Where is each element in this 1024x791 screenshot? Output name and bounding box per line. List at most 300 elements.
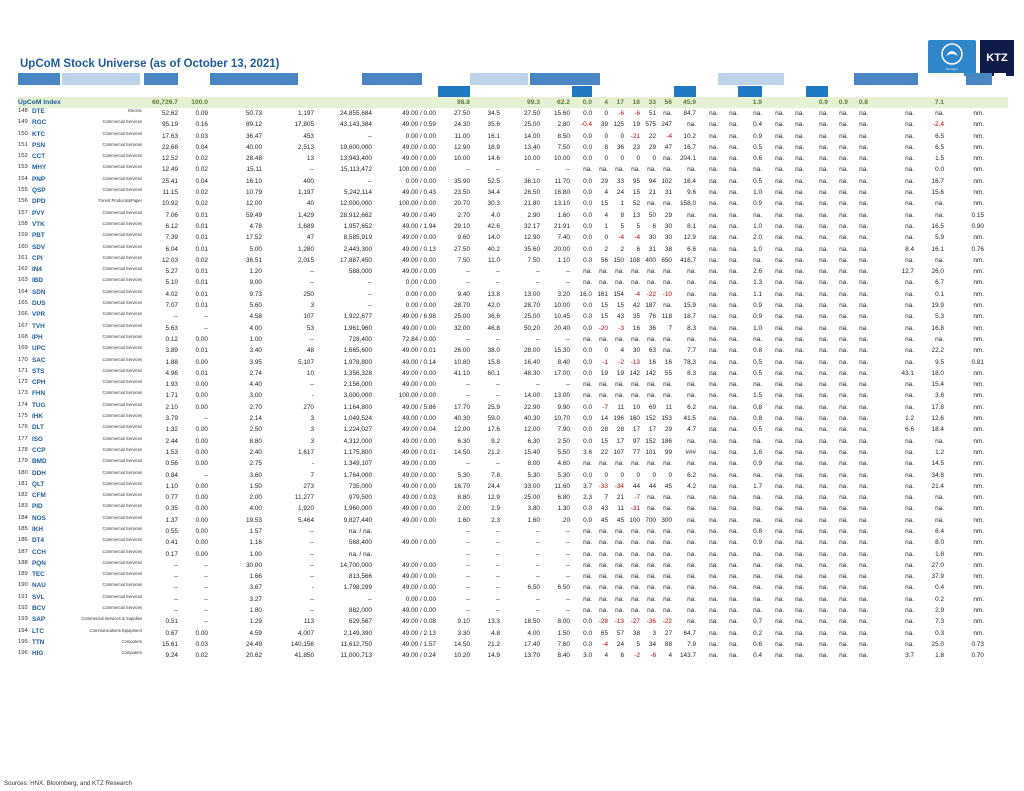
per-ttm: na. [687,392,696,400]
pbv-21e: na. [775,155,784,163]
index-perf: 17 [616,99,624,106]
roe: 6.5 [935,143,944,151]
per-ttm: na. [687,505,696,513]
perf-ytd: na. [647,200,656,208]
shares: 9.73 [249,290,262,298]
pbv-ttm: 0.8 [753,527,762,535]
eps-cagr: na. [905,234,914,242]
pbv-21e: na. [775,369,784,377]
perf-ytd: 0 [652,155,656,163]
per-21e: na. [709,652,718,660]
perf-6m: 5 [636,222,640,230]
close-vnd: 10.80 [454,358,470,366]
perf-6m: 160 [629,415,640,423]
weight: 0.00 [195,381,208,389]
foreign-limit-holding: 0.00 / 0.00 [405,177,436,185]
div-yield-20e: na. [839,189,848,197]
perf-ytd: 63 [648,347,656,355]
perf-1m: 4 [604,652,608,660]
pbv-21e: na. [775,573,784,581]
perf-6m: na. [631,460,640,468]
div-yield-21e: na. [859,460,868,468]
table-row [18,164,1008,175]
row-number: 158 [18,220,28,227]
beta: 0.81 [971,358,984,366]
market-cap: -- [173,561,178,569]
column-subheader [502,86,540,97]
pbv-ttm: 0.9 [753,132,762,140]
index-high: 99.3 [526,99,540,106]
perf-1d: 0.0 [583,618,592,626]
eps-cagr: na. [905,256,914,264]
per-21e: na. [709,110,718,117]
close-vnd: -- [465,573,470,581]
table-row [18,481,1008,492]
pbv-ttm: na. [753,335,762,343]
avg-volume: -- [309,166,314,174]
div-yield-21e: na. [859,155,868,163]
perf-6m: 6 [636,245,640,253]
pbv-21e: na. [775,245,784,253]
perf-3m: 17 [616,437,624,445]
perf-3m: 1 [620,200,624,208]
close-thb: 15.8 [487,358,500,366]
perf-6m: 0 [636,471,640,479]
stock-symbol: DDH [32,469,46,477]
roe: 6.7 [935,279,944,287]
column-subheader [828,86,848,97]
business-sector: Commercial Services [102,209,142,215]
beta: nm. [973,143,984,151]
div-yield-ttm: na. [819,155,828,163]
low-52w: 20.00 [554,245,570,253]
foreign-limit-holding: 49.00 / 0.00 [402,516,436,524]
perf-6m: 52 [632,200,640,208]
perf-3m: 0 [620,155,624,163]
perf-3m: 19 [616,369,624,377]
column-header [854,73,918,85]
close-thb: 13.8 [487,290,500,298]
close-thb: 36.6 [487,313,500,321]
roe: 16.8 [931,324,944,332]
pbv-21e: na. [775,189,784,197]
pbv-22e: na. [795,629,804,637]
avg-volume: -- [309,268,314,276]
div-yield-20e: na. [839,415,848,423]
per-21e: na. [709,584,718,592]
perf-1yr: 38 [664,245,672,253]
table-row [18,142,1008,153]
per-ttm: 8.1 [687,222,696,230]
pbv-21e: na. [775,211,784,219]
perf-3m: 11 [617,505,624,513]
eps-cagr: na. [905,448,914,456]
per-21e: na. [709,290,718,298]
avg-volume: -- [309,607,314,615]
pbv-ttm: 0.2 [753,629,762,637]
close-thb: 14.0 [487,234,500,242]
close-vnd: 9.10 [457,618,470,626]
foreign-room: 728,400 [348,335,372,343]
foreign-room: na. / na. [348,550,372,558]
div-yield-21e: na. [859,448,868,456]
per-21e: na. [709,155,718,163]
table-row [18,176,1008,187]
column-subheader [624,86,640,97]
source-note: Sources: HNX, Bloomberg, and KTZ Research [4,780,132,787]
foreign-limit-holding: 49.00 / 0.00 [402,324,436,332]
per-22e: na. [729,584,738,592]
div-yield-21e: na. [859,415,868,423]
pbv-ttm: na. [753,561,762,569]
close-vnd: 26.00 [454,347,470,355]
perf-3m: 57 [616,629,624,637]
weight: -- [203,595,208,603]
perf-6m: na. [631,584,640,592]
perf-3m: 5 [620,222,624,230]
per-ttm: 84.7 [683,110,696,117]
div-yield-21e: na. [859,211,868,219]
pbv-ttm: na. [753,584,762,592]
perf-6m: 95 [632,177,640,185]
beta: nm. [973,200,984,208]
perf-3m: 24 [616,189,624,197]
per-22e: na. [729,189,738,197]
perf-1m: na. [599,561,608,569]
perf-6m: 0 [636,155,640,163]
row-number: 181 [18,480,28,487]
avg-volume: 5,464 [298,516,314,524]
div-yield-ttm: na. [819,550,828,558]
perf-3m: 0 [620,471,624,479]
beta: nm. [973,121,984,129]
shares: 1.00 [249,550,262,558]
perf-1m: na. [599,460,608,468]
foreign-room: 1,224,027 [343,426,372,434]
low-52w: 10.00 [554,302,570,310]
beta: nm. [973,494,984,502]
perf-1yr: na. [663,494,672,502]
foreign-room: 568,400 [348,539,372,547]
pbv-21e: na. [775,516,784,524]
perf-6m: -21 [630,132,640,140]
high-52w: 12.90 [524,234,540,242]
div-yield-ttm: na. [819,189,828,197]
perf-6m: 23 [632,143,640,151]
column-header [362,73,422,85]
table-row [18,650,1008,661]
perf-ytd: na. [647,584,656,592]
market-cap: 10.92 [162,200,178,208]
div-yield-ttm: na. [819,347,828,355]
pbv-ttm: 0.9 [753,313,762,321]
high-52w: 7.50 [527,256,540,264]
per-21e: na. [709,313,718,321]
close-thb: 34.4 [487,189,500,197]
per-22e: na. [729,313,738,321]
pbv-22e: na. [795,369,804,377]
close-vnd: 14.50 [454,448,470,456]
roe: na. [935,494,944,502]
business-sector: Commercial Services [102,424,142,430]
perf-1m: 15 [600,437,608,445]
div-yield-20e: na. [839,505,848,513]
shares: 3.60 [249,471,262,479]
index-perf: 56 [664,99,672,106]
low-52w: 11.60 [554,482,570,490]
market-cap: 5.27 [165,268,178,276]
pbv-22e: na. [795,279,804,287]
eps-cagr: na. [905,607,914,615]
perf-1yr: na. [663,335,672,343]
weight: 0.00 [195,516,208,524]
close-vnd: -- [465,166,470,174]
foreign-limit-holding: 49.00 / 0.00 [402,607,436,615]
pbv-22e: na. [795,415,804,423]
market-cap: 4.96 [165,369,178,377]
perf-1m: 7 [604,494,608,502]
close-thb: -- [495,573,500,581]
weight: 0.00 [195,437,208,445]
perf-6m: -7 [634,494,640,502]
foreign-room: 1,764,000 [343,471,372,479]
div-yield-21e: na. [859,403,868,411]
perf-ytd: 16 [648,358,656,366]
pbv-22e: na. [795,335,804,343]
beta: nm. [973,460,984,468]
perf-1d: 0.0 [583,437,592,445]
eps-cagr: 8.4 [905,245,914,253]
eps-cagr: 3.7 [905,652,914,660]
perf-6m: 19 [632,121,640,129]
high-52w: 6.50 [527,584,540,592]
table-row [18,131,1008,142]
row-number: 162 [18,266,28,273]
column-subheader [374,86,436,97]
perf-1yr: -10 [662,290,672,298]
business-sector: Commercial Services [102,333,142,339]
per-21e: na. [709,347,718,355]
low-52w: 13.10 [554,200,570,208]
div-yield-ttm: na. [819,561,828,569]
div-yield-ttm: na. [819,358,828,366]
close-thb: 42.0 [487,302,500,310]
perf-6m: -4 [634,234,640,242]
pbv-ttm: 0.4 [753,121,762,129]
market-cap: 1.88 [165,358,178,366]
column-subheader [438,86,470,97]
div-yield-20e: na. [839,110,848,117]
div-yield-ttm: na. [819,290,828,298]
high-52w: 15.40 [524,448,540,456]
perf-6m: -2 [634,652,640,660]
business-sector: Commercial Services [102,559,142,565]
close-thb: 42.6 [487,222,500,230]
perf-6m: 44 [632,482,640,490]
high-52w: 28.70 [524,302,540,310]
perf-3m: 150 [613,256,624,264]
business-sector: Commercial Services [102,153,142,159]
pbv-22e: na. [795,460,804,468]
table-row [18,198,1008,209]
div-yield-20e: na. [839,211,848,219]
div-yield-20e: na. [839,132,848,140]
perf-1m: 4 [604,189,608,197]
beta: nm. [973,584,984,592]
beta: nm. [973,256,984,264]
close-thb: 14.9 [487,652,500,660]
pbv-21e: na. [775,561,784,569]
per-21e: na. [709,302,718,310]
foreign-room: 2,443,300 [343,245,372,253]
perf-3m: na. [615,381,624,389]
per-22e: na. [729,527,738,535]
perf-1m: na. [599,573,608,581]
pbv-22e: na. [795,482,804,490]
beta: nm. [973,132,984,140]
stock-symbol: RGC [32,119,47,127]
table-row [18,549,1008,560]
div-yield-20e: na. [839,460,848,468]
close-vnd: 25.00 [454,313,470,321]
per-ttm: 10.2 [683,132,696,140]
perf-ytd: na. [647,595,656,603]
market-cap: 0.84 [165,471,178,479]
div-yield-20e: na. [839,550,848,558]
index-perf: 33 [648,99,656,106]
close-vnd: -- [465,561,470,569]
perf-6m: 30 [632,347,640,355]
stock-symbol: LTC [32,627,44,635]
per-ttm: na. [687,561,696,569]
roe: 16.7 [931,177,944,185]
eps-cagr: na. [905,561,914,569]
close-thb: 18.9 [487,143,500,151]
perf-3m: 2 [620,245,624,253]
perf-1yr: na. [663,460,672,468]
per-21e: na. [709,403,718,411]
stock-symbol: DLT [32,424,44,432]
div-yield-20e: na. [839,302,848,310]
avg-volume: 1,920 [298,505,314,513]
weight: 0.02 [195,256,208,264]
low-52w: -- [565,607,570,615]
low-52w: 15.60 [554,110,570,117]
per-21e: na. [709,279,718,287]
close-thb: 25.9 [487,403,500,411]
low-52w: 10.00 [554,155,570,163]
per-21e: na. [709,335,718,343]
div-yield-20e: na. [839,177,848,185]
perf-3m: 6 [620,652,624,660]
perf-3m: 15 [616,302,624,310]
row-number: 179 [18,458,28,465]
business-sector: Commercial Services [102,187,142,193]
close-vnd: -- [465,607,470,615]
perf-6m: 97 [632,437,640,445]
beta: nm. [973,335,984,343]
foreign-limit-holding: 49.00 / 0.00 [402,110,436,117]
low-52w: 6.50 [557,584,570,592]
div-yield-ttm: na. [819,471,828,479]
table-row [18,311,1008,322]
perf-ytd: 22 [648,132,656,140]
high-52w: 17.40 [524,640,540,648]
weight: 0.00 [195,448,208,456]
pbv-22e: na. [795,166,804,174]
perf-3m: 45 [616,516,624,524]
eps-cagr: na. [905,347,914,355]
perf-3m: 196 [613,415,624,423]
shares: 2.70 [249,403,262,411]
row-number: 175 [18,413,28,420]
div-yield-20e: na. [839,426,848,434]
perf-1yr: 650 [661,256,672,264]
pbv-ttm: 0.8 [753,347,762,355]
beta: 0.90 [971,222,984,230]
pbv-22e: na. [795,110,804,117]
pbv-21e: na. [775,403,784,411]
low-52w: -- [565,381,570,389]
row-number: 194 [18,627,28,634]
pbv-21e: na. [775,132,784,140]
per-21e: na. [709,177,718,185]
div-yield-20e: na. [839,618,848,626]
row-number: 167 [18,322,28,329]
per-22e: na. [729,448,738,456]
low-52w: 2.50 [557,437,570,445]
div-yield-20e: na. [839,437,848,445]
foreign-limit-holding: 49.00 / 0.00 [402,234,436,242]
business-sector: Electric [128,108,142,113]
perf-3m: na. [615,595,624,603]
low-52w: 10.45 [554,313,570,321]
div-yield-ttm: na. [819,313,828,321]
per-ttm: 6.2 [687,403,696,411]
row-number: 150 [18,130,28,137]
foreign-room: 43,143,384 [340,121,372,129]
pbv-21e: na. [775,313,784,321]
perf-1yr: 102 [661,177,672,185]
perf-1d: na. [583,381,592,389]
per-22e: na. [729,358,738,366]
perf-1d: na. [583,279,592,287]
business-sector: Commercial Services [102,413,142,419]
per-21e: na. [709,189,718,197]
avg-volume: 2,015 [298,256,314,264]
close-vnd: 14.50 [454,640,470,648]
roe: 17.8 [931,403,944,411]
perf-1d: 0.0 [583,369,592,377]
roe: 21.4 [931,482,944,490]
header-row-sub [18,86,1008,97]
close-vnd: -- [465,539,470,547]
business-sector: Commercial Services [102,390,142,396]
div-yield-ttm: na. [819,302,828,310]
pbv-ttm: na. [753,110,762,117]
stock-symbol: IPH [32,333,43,341]
column-header [718,73,784,85]
perf-1yr: 0 [668,471,672,479]
roe: 5.3 [935,313,944,321]
market-cap: 3.89 [165,347,178,355]
low-52w: -- [565,550,570,558]
div-yield-20e: na. [839,324,848,332]
weight: 0.00 [195,505,208,513]
shares: 50.73 [246,110,262,117]
low-52w: -- [565,166,570,174]
column-header [424,73,468,85]
